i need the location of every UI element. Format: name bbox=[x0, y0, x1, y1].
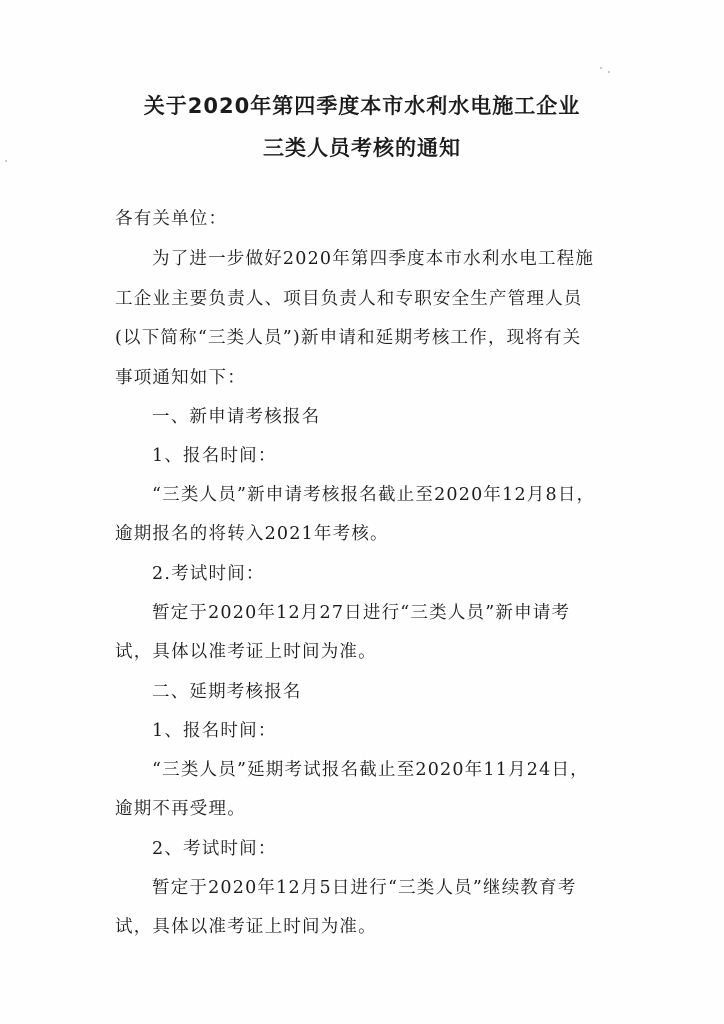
section-2-heading: 二、延期考核报名 bbox=[152, 682, 302, 702]
section-2-item-2-text-line-1: 暂定于2020年12月5日进行“三类人员”继续教育考 bbox=[152, 878, 577, 898]
section-1-item-1-text-line-1: “三类人员”新申请考核报名截止至2020年12月8日， bbox=[152, 485, 596, 505]
scan-speck bbox=[600, 67, 602, 69]
intro-line-1: 为了进一步做好2020年第四季度本市水利水电工程施 bbox=[152, 249, 595, 269]
section-1-item-2-text-line-2: 试，具体以准考证上时间为准。 bbox=[115, 642, 377, 662]
document-title-line-2: 三类人员考核的通知 bbox=[263, 136, 461, 160]
scan-speck bbox=[5, 160, 7, 162]
section-1-item-1-heading: 1、报名时间： bbox=[152, 446, 277, 466]
section-2-item-2-text-line-2: 试，具体以准考证上时间为准。 bbox=[115, 917, 377, 937]
section-1-item-2-text-line-1: 暂定于2020年12月27日进行“三类人员”新申请考 bbox=[152, 603, 571, 623]
intro-line-4: 事项通知如下： bbox=[115, 368, 246, 388]
salutation: 各有关单位： bbox=[115, 209, 228, 229]
section-1-item-1-text-line-2: 逾期报名的将转入2021年考核。 bbox=[115, 524, 389, 544]
section-1-heading: 一、新申请考核报名 bbox=[152, 407, 321, 427]
scan-speck bbox=[608, 71, 610, 73]
intro-line-3: (以下简称“三类人员”)新申请和延期考核工作，现将有关 bbox=[115, 328, 582, 348]
section-2-item-1-text-line-1: “三类人员”延期考试报名截止至2020年11月24日， bbox=[152, 760, 589, 780]
intro-line-2: 工企业主要负责人、项目负责人和专职安全生产管理人员 bbox=[115, 289, 583, 309]
document-title-line-1: 关于2020年第四季度本市水利水电施工企业 bbox=[143, 94, 581, 118]
section-2-item-1-text-line-2: 逾期不再受理。 bbox=[115, 799, 246, 819]
section-1-item-2-heading: 2.考试时间： bbox=[152, 564, 265, 584]
section-2-item-1-heading: 1、报名时间： bbox=[152, 721, 277, 741]
section-2-item-2-heading: 2、考试时间： bbox=[152, 839, 277, 859]
